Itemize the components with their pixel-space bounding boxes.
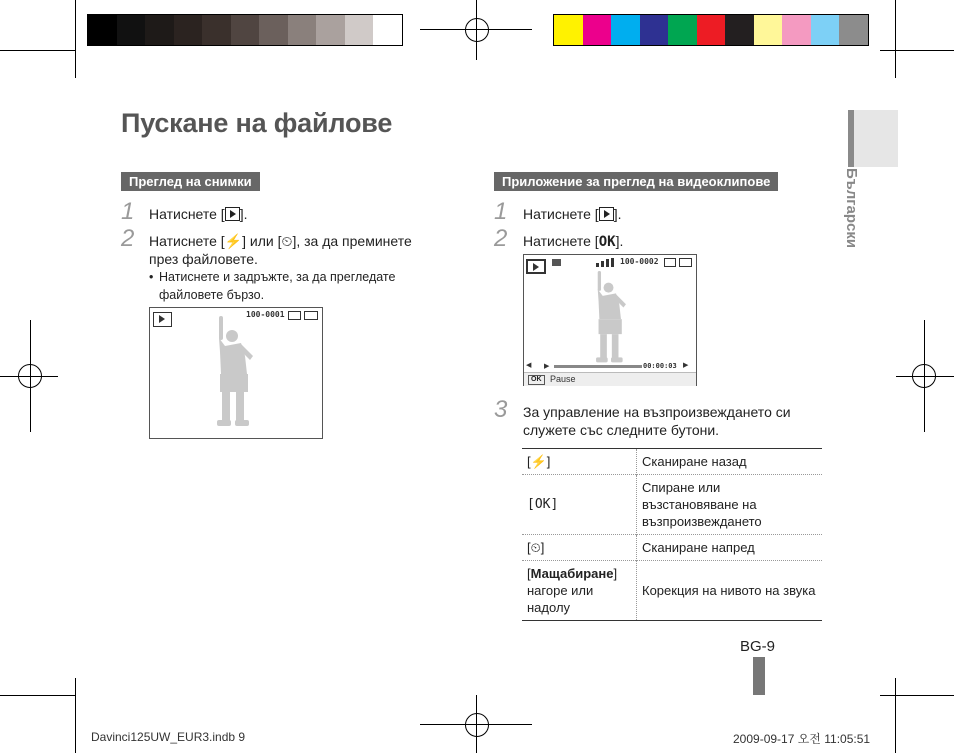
file-number: 100-0001: [246, 310, 285, 319]
crop-mark: [880, 695, 954, 696]
step-number: 2: [494, 225, 508, 252]
color-swatch: [839, 15, 868, 45]
section-title-video: Приложение за преглед на видеоклипове: [494, 172, 778, 191]
language-label: Български: [843, 168, 860, 249]
battery-icon: [304, 311, 318, 320]
color-swatch: [373, 15, 402, 45]
play-indicator-icon: ▶: [544, 363, 550, 370]
battery-icon: [679, 258, 692, 267]
control-key: [OK]: [522, 475, 637, 535]
color-swatch: [174, 15, 203, 45]
step-text: Натиснете [OK].: [523, 233, 624, 250]
play-icon: [225, 207, 240, 221]
play-mode-icon: [153, 312, 172, 327]
control-description: Спиране или възстановяване на възпроизвеждането: [642, 480, 762, 529]
color-swatch: [611, 15, 640, 45]
crop-mark: [895, 678, 896, 753]
person-silhouette: [205, 316, 265, 434]
control-strip: [524, 372, 696, 386]
camera-screen-photo: [149, 307, 323, 439]
color-swatch: [288, 15, 317, 45]
file-number: 100-0002: [620, 257, 659, 266]
forward-icon: ▶: [683, 362, 689, 369]
color-swatch: [145, 15, 174, 45]
color-swatch: [117, 15, 146, 45]
crop-mark: [0, 695, 75, 696]
color-swatch: [640, 15, 669, 45]
elapsed-time: 00:00:03: [643, 362, 677, 370]
page-marker: [753, 657, 765, 695]
color-swatch: [668, 15, 697, 45]
step-text: Натиснете [⚡] или [⏲], за да преминете през файловете.: [149, 233, 412, 267]
controls-table: [522, 448, 822, 621]
color-swatch: [754, 15, 783, 45]
registration-circle: [18, 364, 42, 388]
section-title-photos: Преглед на снимки: [121, 172, 260, 191]
page-number: BG-9: [740, 638, 776, 655]
registration-circle: [465, 713, 489, 737]
table-row: [522, 561, 822, 621]
color-swatch: [583, 15, 612, 45]
control-key: [⚡]: [522, 449, 637, 475]
table-row: [522, 475, 822, 535]
step-text: За управление на възпроизвеждането си служете със следните бутони.: [523, 404, 791, 438]
color-swatch: [782, 15, 811, 45]
pause-label: Pause: [550, 374, 576, 384]
person-silhouette: [586, 271, 636, 369]
rewind-icon: ◀: [526, 362, 532, 369]
registration-circle: [465, 18, 489, 42]
memory-icon: [288, 311, 301, 320]
crop-mark: [75, 678, 76, 753]
registration-circle: [912, 364, 936, 388]
play-mode-icon: [526, 259, 546, 274]
control-description: Сканиране напред: [642, 540, 755, 555]
flash-icon: ⚡: [224, 233, 243, 249]
color-swatch: [345, 15, 374, 45]
video-icon: [552, 259, 561, 266]
signal-icon: [596, 258, 616, 267]
crop-mark: [880, 50, 954, 51]
table-row: [522, 535, 822, 561]
control-description: Корекция на нивото на звука: [642, 583, 816, 598]
color-swatch: [725, 15, 754, 45]
play-icon: [599, 207, 614, 221]
control-key: [Мащабиране] нагоре или надолу: [522, 561, 637, 621]
color-bar: [553, 14, 869, 46]
step-number: 3: [494, 396, 508, 423]
color-swatch: [554, 15, 583, 45]
step-number: 1: [121, 198, 135, 225]
step-number: 2: [121, 225, 135, 252]
color-swatch: [231, 15, 260, 45]
color-swatch: [811, 15, 840, 45]
color-swatch: [697, 15, 726, 45]
language-tab: [848, 110, 898, 167]
step-text: Натиснете [ ].: [523, 206, 622, 222]
timer-icon: ⏲: [281, 233, 293, 249]
language-tab-bar: [848, 110, 854, 167]
grayscale-bar: [87, 14, 403, 46]
control-key: [⏲]: [522, 535, 637, 561]
footer-file: Davinci125UW_EUR3.indb 9: [91, 730, 246, 744]
color-swatch: [316, 15, 345, 45]
camera-screen-video: [523, 254, 697, 386]
bullet-text: Натиснете и задръжте, за да прегледате файловете бързо.: [159, 270, 396, 302]
step-number: 1: [494, 198, 508, 225]
ok-button-label: OK: [528, 375, 545, 385]
progress-bar: [554, 365, 642, 368]
control-description: Сканиране назад: [642, 454, 747, 469]
color-swatch: [259, 15, 288, 45]
page-title: Пускане на файлове: [121, 108, 393, 138]
memory-icon: [664, 258, 676, 267]
table-row: [522, 449, 822, 475]
footer-timestamp: 2009-09-17 오전 11:05:51: [733, 732, 871, 746]
color-swatch: [88, 15, 117, 45]
ok-key: OK: [598, 234, 616, 250]
crop-mark: [75, 0, 76, 78]
crop-mark: [0, 50, 75, 51]
bullet-marker: •: [149, 270, 154, 284]
step-text: Натиснете [ ].: [149, 206, 248, 222]
color-swatch: [202, 15, 231, 45]
crop-mark: [895, 0, 896, 78]
